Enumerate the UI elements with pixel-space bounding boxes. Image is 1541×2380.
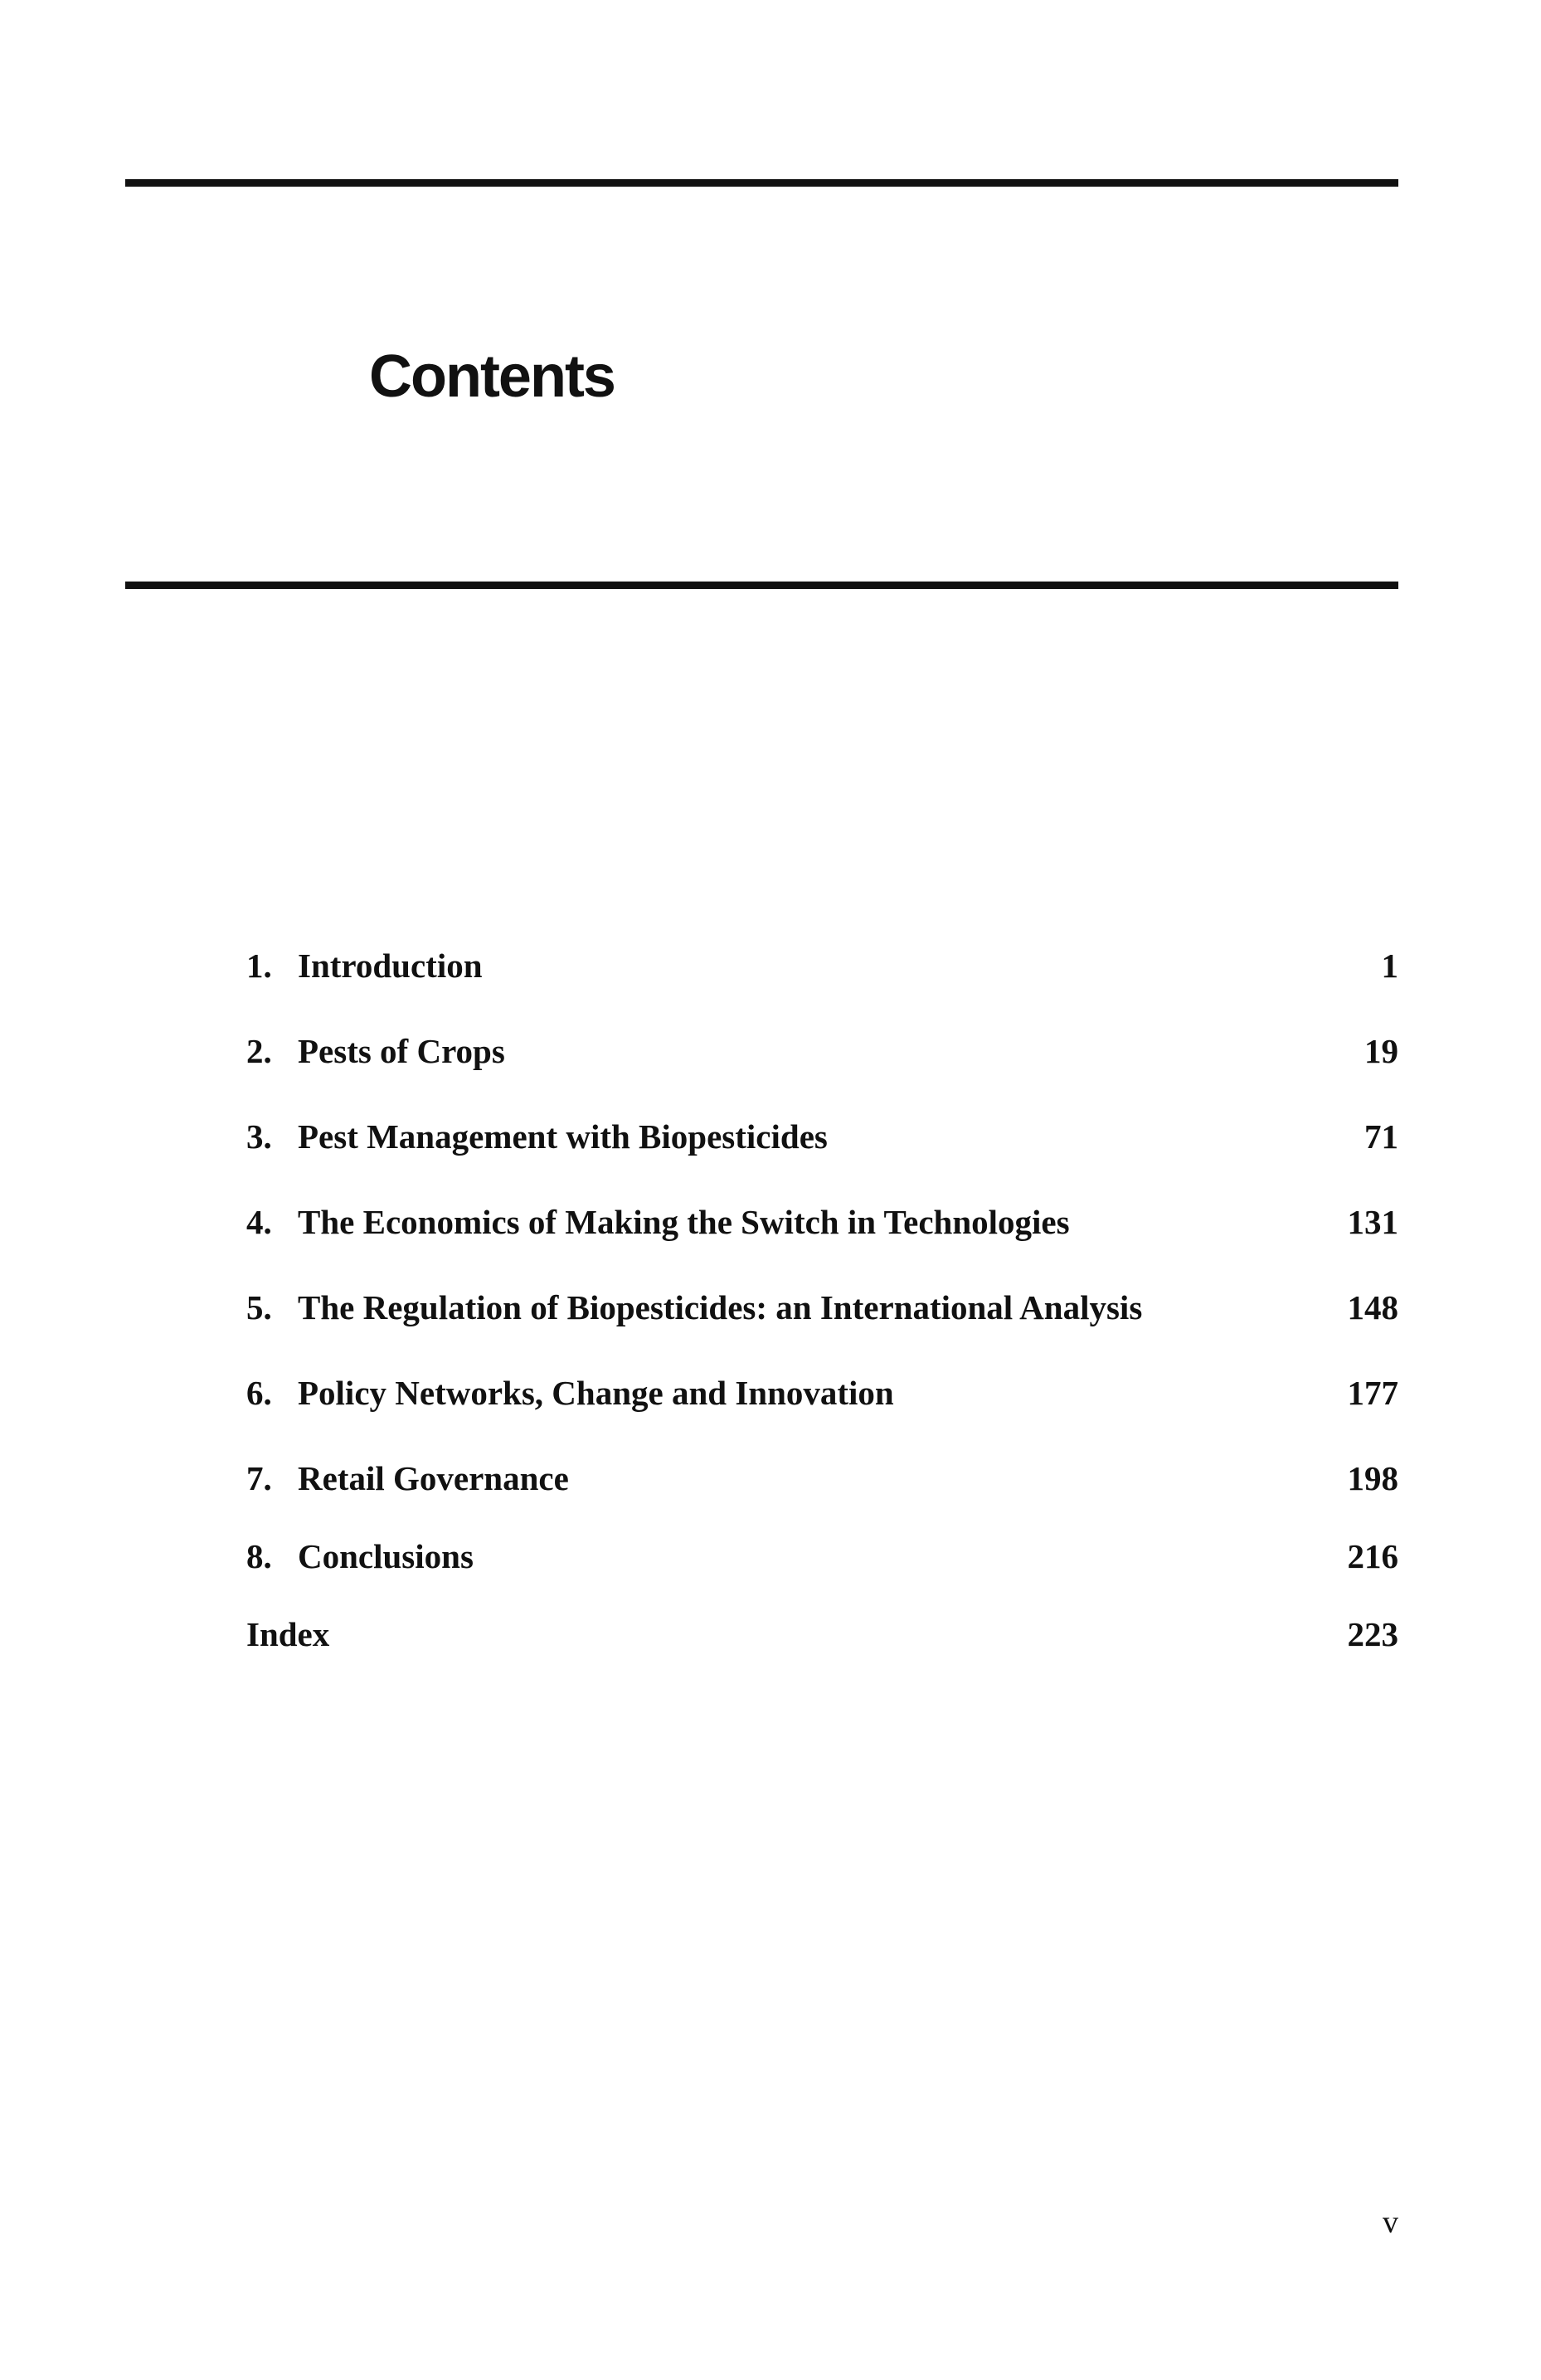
toc-entry-policy-networks[interactable] <box>246 1376 1398 1418</box>
toc-entry-pest-management[interactable] <box>246 1117 1398 1161</box>
top-rule <box>125 179 1398 187</box>
toc-entry-page: 216 <box>1347 1537 1398 1575</box>
toc-entry-title: The Economics of Making the Switch in Technologies <box>298 1203 1070 1241</box>
page-title: Contents <box>369 343 615 410</box>
toc-entry-page: 223 <box>1347 1615 1398 1653</box>
toc-entry-index[interactable] <box>246 1615 1398 1659</box>
toc-entry-page: 198 <box>1347 1459 1398 1497</box>
toc-entry-title: The Regulation of Biopesticides: an International Analysis <box>298 1288 1143 1326</box>
toc-entry-pests-of-crops[interactable] <box>246 1034 1398 1076</box>
toc-entry-title: Introduction <box>298 947 483 985</box>
toc-entry-page: 71 <box>1364 1117 1398 1156</box>
toc-entry-number: 5. <box>246 1288 272 1326</box>
toc-entry-title: Index <box>246 1615 330 1653</box>
toc-entry-title: Conclusions <box>298 1537 474 1575</box>
page-folio: v <box>1383 2205 1398 2240</box>
toc-entry-number: 6. <box>246 1374 272 1412</box>
toc-entry-number: 7. <box>246 1459 272 1497</box>
toc-entry-conclusions[interactable] <box>246 1537 1398 1581</box>
toc-entry-page: 131 <box>1347 1203 1398 1241</box>
toc-entry-number: 4. <box>246 1203 272 1241</box>
toc-entry-introduction[interactable] <box>246 949 1398 990</box>
toc-entry-page: 148 <box>1347 1288 1398 1326</box>
toc-entry-title: Pests of Crops <box>298 1032 505 1070</box>
toc-entry-page: 1 <box>1381 947 1398 985</box>
toc-entry-economics[interactable] <box>246 1205 1398 1247</box>
toc-entry-number: 3. <box>246 1117 272 1156</box>
toc-entry-page: 177 <box>1347 1374 1398 1412</box>
bottom-rule <box>125 582 1398 589</box>
toc-entry-page: 19 <box>1364 1032 1398 1070</box>
toc-entry-number: 1. <box>246 947 272 985</box>
toc-entry-title: Policy Networks, Change and Innovation <box>298 1374 894 1412</box>
toc-entry-number: 2. <box>246 1032 272 1070</box>
toc-entry-regulation[interactable] <box>246 1288 1398 1332</box>
toc-entry-title: Retail Governance <box>298 1459 569 1497</box>
toc-entry-retail-governance[interactable] <box>246 1459 1398 1503</box>
toc-entry-number: 8. <box>246 1537 272 1575</box>
toc-entry-title: Pest Management with Biopesticides <box>298 1117 828 1156</box>
